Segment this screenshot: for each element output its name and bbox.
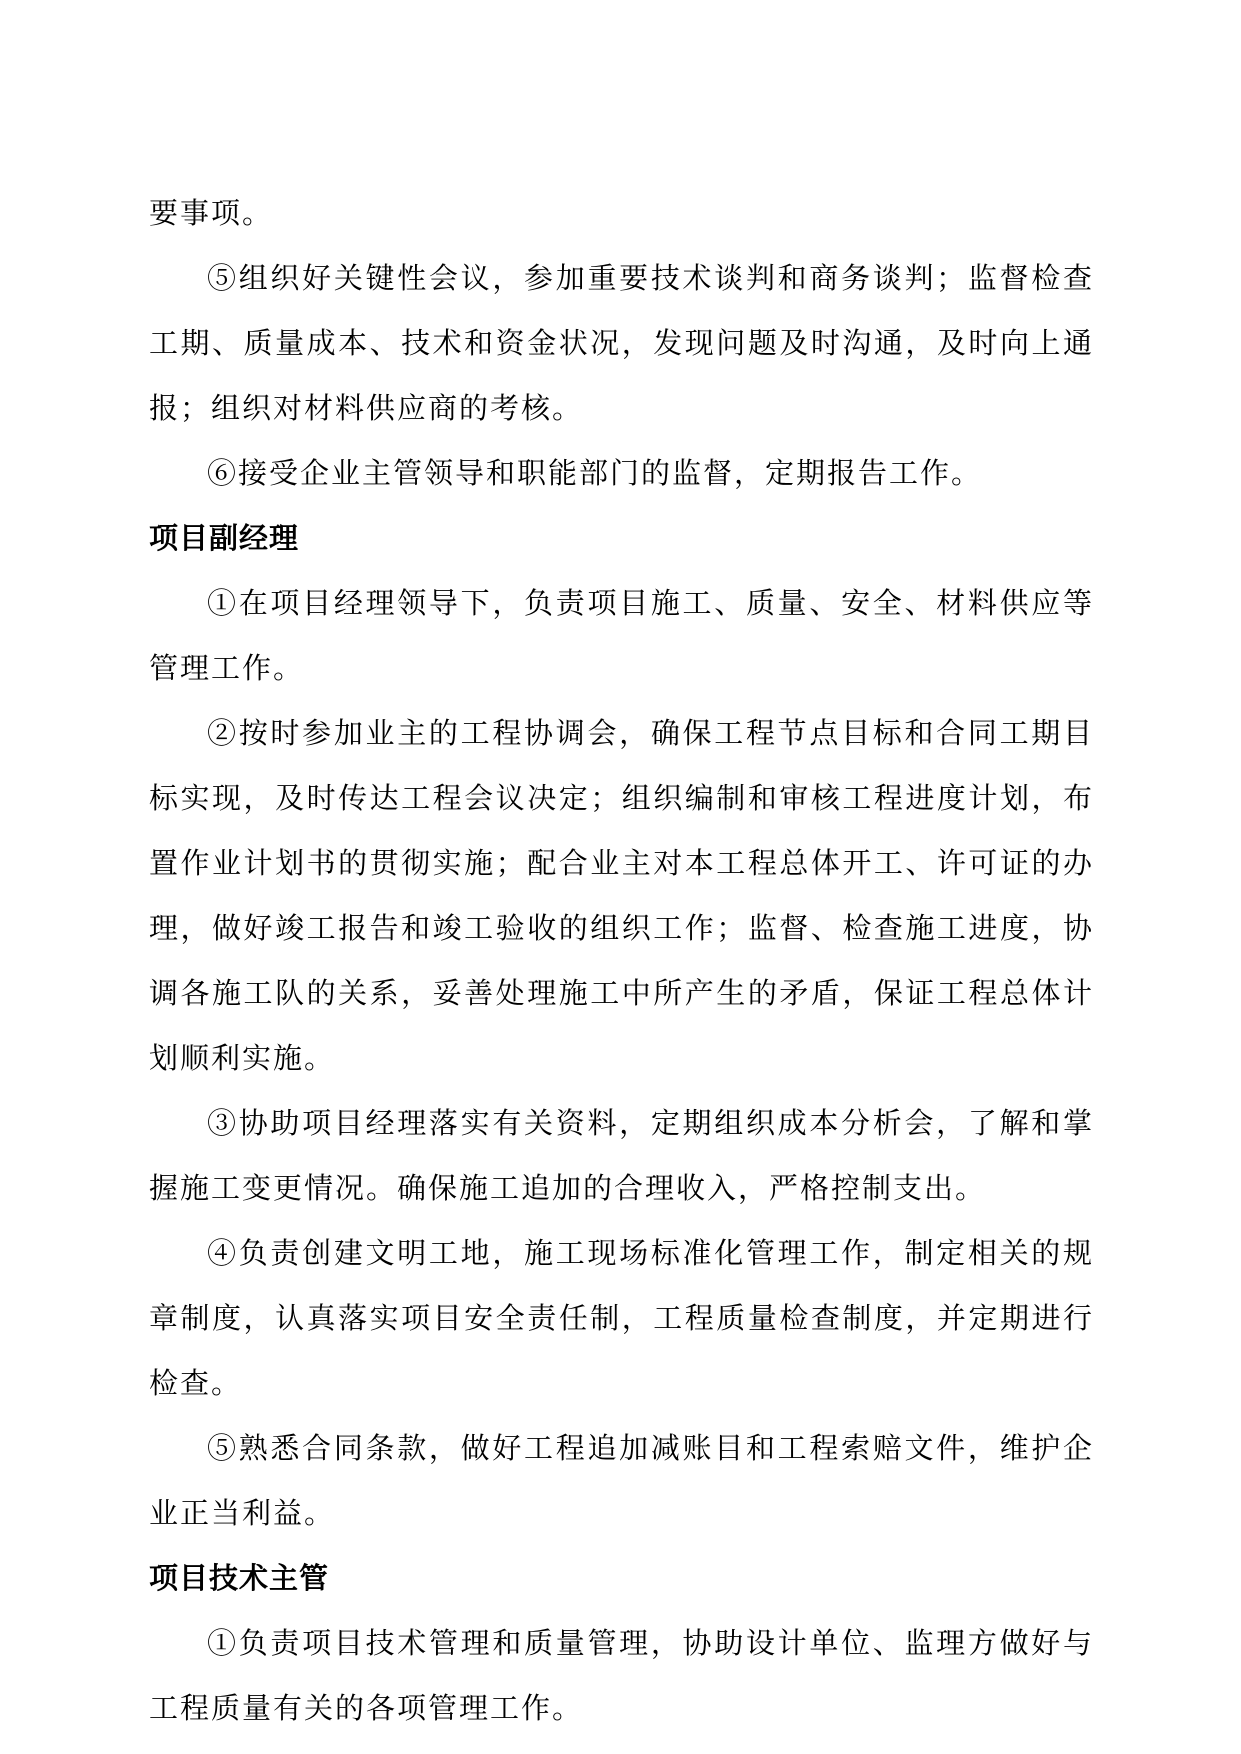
document-body xyxy=(149,181,1094,1741)
paragraph-deputy-item-1: ①在项目经理领导下，负责项目施工、质量、安全、材料供应等管理工作。 xyxy=(149,586,1094,685)
paragraph-continuation: 要事项。 xyxy=(149,196,274,230)
paragraph-deputy-item-3: ③协助项目经理落实有关资料，定期组织成本分析会，了解和掌握施工变更情况。确保施工追加的合理收入，严格控制支出。 xyxy=(149,1106,1094,1205)
section-heading-technical-lead: 项目技术主管 xyxy=(149,1561,330,1595)
section-heading-deputy-manager: 项目副经理 xyxy=(149,521,300,555)
paragraph-item-5: ⑤组织好关键性会议，参加重要技术谈判和商务谈判；监督检查工期、质量成本、技术和资金状况，发现问题及时沟通，及时向上通报；组织对材料供应商的考核。 xyxy=(149,261,1094,425)
paragraph-technical-item-1: ①负责项目技术管理和质量管理，协助设计单位、监理方做好与工程质量有关的各项管理工作。 xyxy=(149,1626,1094,1725)
paragraph-deputy-item-4: ④负责创建文明工地，施工现场标准化管理工作，制定相关的规章制度，认真落实项目安全责任制，工程质量检查制度，并定期进行检查。 xyxy=(149,1236,1094,1400)
paragraph-item-6: ⑥接受企业主管领导和职能部门的监督，定期报告工作。 xyxy=(207,456,983,490)
paragraph-deputy-item-5: ⑤熟悉合同条款，做好工程追加减账目和工程索赔文件，维护企业正当利益。 xyxy=(149,1431,1094,1530)
paragraph-deputy-item-2: ②按时参加业主的工程协调会，确保工程节点目标和合同工期目标实现，及时传达工程会议决定；组织编制和审核工程进度计划，布置作业计划书的贯彻实施；配合业主对本工程总体开工、许可证的办理，做好竣工报告和竣工验收的组织工作；监督、检查施工进度，协调各施工队的关系，妥善处理施工中所产生的矛盾，保证工程总体计划顺利实施。 xyxy=(149,716,1094,1075)
